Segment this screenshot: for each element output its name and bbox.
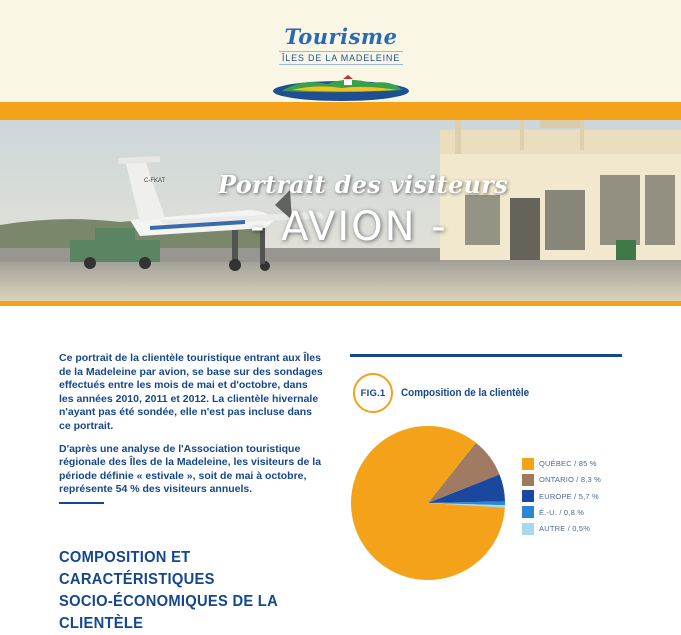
legend-item xyxy=(522,473,601,486)
legend-swatch xyxy=(522,458,534,470)
legend-swatch xyxy=(522,523,534,535)
legend-item xyxy=(522,522,601,535)
header xyxy=(0,0,681,103)
aircraft-registration: C-FKAT xyxy=(144,178,166,184)
intro-divider xyxy=(59,502,104,504)
intro-paragraph-2: D'après une analyse de l'Association touristique régionale des Îles de la Madeleine, les visiteurs de la période définie « estivale », soit de mai à octobre, représente 54 % des visiteurs annuels. xyxy=(59,442,322,496)
intro-text xyxy=(59,352,325,497)
legend-item xyxy=(522,490,601,503)
legend-swatch xyxy=(522,506,534,518)
figure-badge: FIG.1 xyxy=(353,373,393,413)
legend-swatch xyxy=(522,490,534,502)
logo-subtitle: ÎLES DE LA MADELEINE xyxy=(279,51,403,65)
legend-label: ONTARIO / 8,3 % xyxy=(539,475,602,485)
section-title xyxy=(59,547,335,635)
section-title-line-2: SOCIO-ÉCONOMIQUES DE LA CLIENTÈLE xyxy=(59,593,278,632)
legend-label: AUTRE / 0,5% xyxy=(539,524,591,534)
legend-swatch xyxy=(522,474,534,486)
hero-subtitle: Portrait des visiteurs xyxy=(218,170,509,199)
figure-divider xyxy=(350,354,622,357)
header-divider xyxy=(0,102,681,120)
legend-item xyxy=(522,506,601,519)
hero-title: - AVION - xyxy=(250,204,448,250)
hero-divider xyxy=(0,301,681,306)
logo-title: Tourisme xyxy=(284,24,398,49)
tourisme-logo[interactable] xyxy=(272,26,410,102)
chart-legend xyxy=(522,457,601,538)
legend-label: EUROPE / 5,7 % xyxy=(539,491,599,501)
figure-title: Composition de la clientèle xyxy=(401,387,530,399)
legend-label: É.-U. / 0,8 % xyxy=(539,507,585,517)
section-title-line-1: COMPOSITION ET CARACTÉRISTIQUES xyxy=(59,549,215,588)
composition-pie-chart xyxy=(350,425,506,581)
legend-label: QUÉBEC / 85 % xyxy=(539,459,597,468)
intro-paragraph-1: Ce portrait de la clientèle touristique entrant aux Îles de la Madeleine par avion, se base sur des sondages effectués entre les mois de mai et d'octobre, dans les années 2010, 2011 et 2012. La clientèle hivernale n'ayant pas été sondée, elle n'est pas incluse dans ce portrait. xyxy=(59,352,323,432)
island-logo-icon xyxy=(272,76,410,102)
legend-item xyxy=(522,457,601,470)
